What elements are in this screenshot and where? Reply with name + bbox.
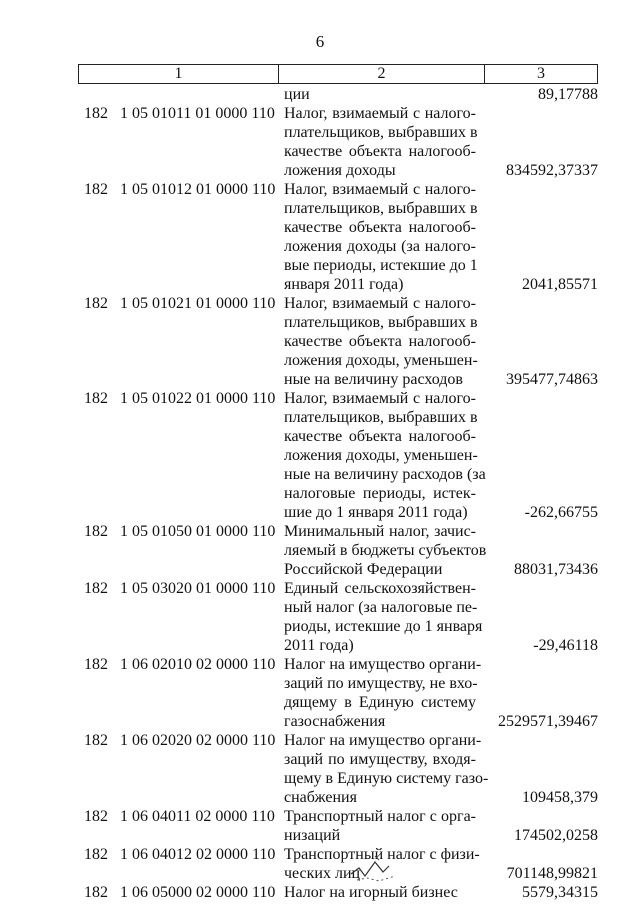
description-line: ные на величину расходов (284, 371, 463, 388)
table-row (0, 522, 640, 579)
admin-code: 182 (84, 732, 108, 749)
description-line: ческих лиц (284, 865, 361, 882)
admin-code: 182 (84, 846, 108, 863)
description-line: Налог на имущество органи- (284, 656, 482, 673)
amount-value: 701148,99821 (506, 865, 598, 882)
description-line: Транспортный налог с физи- (284, 846, 480, 863)
admin-code: 182 (84, 181, 108, 198)
admin-code: 182 (84, 580, 108, 597)
admin-code: 182 (84, 105, 108, 122)
income-description (284, 104, 476, 180)
header-col-2: 2 (279, 65, 485, 83)
budget-classification-code: 1 06 04011 02 0000 110 (120, 808, 275, 825)
income-description (284, 655, 482, 731)
budget-classification-code: 1 05 03020 01 0000 110 (120, 580, 276, 597)
table-body (0, 85, 640, 902)
description-line: плательщиков, выбравших в (284, 409, 478, 426)
header-col-3: 3 (537, 65, 545, 82)
description-line: качестве объекта налогооб- (284, 428, 476, 445)
description-line: шие до 1 января 2011 года) (284, 504, 468, 521)
admin-code: 182 (84, 523, 108, 540)
table-row (0, 85, 640, 104)
description-line: Налог на имущество органи- (284, 732, 482, 749)
description-line: Единый сельскохозяйствен- (284, 580, 476, 597)
description-line: января 2011 года) (284, 276, 404, 293)
description-line: заций по имуществу, входя- (284, 751, 476, 768)
amount-value: 834592,37337 (506, 162, 598, 179)
description-line: Налог, взимаемый с налого- (284, 390, 476, 407)
description-line: ложения доходы, уменьшен- (284, 447, 478, 464)
amount-value: 2041,85571 (522, 276, 598, 293)
amount-value: -262,66755 (524, 504, 598, 521)
amount-value: 174502,0258 (514, 827, 598, 844)
income-description (284, 294, 476, 389)
budget-classification-code: 1 06 04012 02 0000 110 (120, 846, 276, 863)
description-line: ции (284, 86, 310, 103)
budget-classification-code: 1 05 01050 01 0000 110 (120, 523, 276, 540)
table-row (0, 883, 640, 902)
table-row (0, 807, 640, 845)
description-line: дящему в Единую систему (284, 694, 476, 711)
signature-mark (345, 848, 405, 888)
page-number: 6 (315, 32, 325, 51)
income-description (284, 731, 489, 807)
table-row (0, 389, 640, 522)
description-line: Налог, взимаемый с налого- (284, 295, 476, 312)
amount-value: 2529571,39467 (498, 713, 598, 730)
table-row (0, 104, 640, 180)
description-line: налоговые периоды, истек- (284, 485, 476, 502)
description-line: ный налог (за налоговые пе- (284, 599, 478, 616)
budget-classification-code: 1 06 02010 02 0000 110 (120, 656, 276, 673)
description-line: 2011 года) (284, 637, 354, 654)
amount-value: -29,46118 (533, 637, 598, 654)
description-line: Налог на игорный бизнес (284, 884, 458, 901)
budget-classification-code: 1 05 01012 01 0000 110 (120, 181, 276, 198)
amount-value: 395477,74863 (506, 371, 598, 388)
budget-classification-code: 1 05 01011 01 0000 110 (120, 105, 275, 122)
description-line: Российской Федерации (284, 561, 443, 578)
description-line: Транспортный налог с орга- (284, 808, 476, 825)
table-row (0, 180, 640, 294)
amount-value: 88031,73436 (514, 561, 598, 578)
table-header-row (78, 64, 598, 84)
header-col-1: 1 (79, 65, 279, 83)
budget-classification-code: 1 06 02020 02 0000 110 (120, 732, 276, 749)
admin-code: 182 (84, 390, 108, 407)
table-row (0, 731, 640, 807)
description-line: плательщиков, выбравших в (284, 200, 478, 217)
description-line: щему в Единую систему газо- (284, 770, 489, 787)
description-line: Налог, взимаемый с налого- (284, 181, 476, 198)
budget-classification-code: 1 05 01021 01 0000 110 (120, 295, 276, 312)
income-description (284, 807, 476, 845)
description-line: Налог, взимаемый с налого- (284, 105, 476, 122)
description-line: снабжения (284, 789, 357, 806)
table-row (0, 655, 640, 731)
description-line: ложения доходы, уменьшен- (284, 352, 478, 369)
description-line: вые периоды, истекшие до 1 (284, 257, 478, 274)
table-row (0, 294, 640, 389)
description-line: плательщиков, выбравших в (284, 124, 478, 141)
budget-classification-code: 1 05 01022 01 0000 110 (120, 390, 276, 407)
description-line: ложения доходы (284, 162, 396, 179)
admin-code: 182 (84, 808, 108, 825)
income-description (284, 85, 476, 104)
description-line: заций по имуществу, не вхо- (284, 675, 478, 692)
description-line: качестве объекта налогооб- (284, 143, 476, 160)
description-line: низаций (284, 827, 341, 844)
admin-code: 182 (84, 884, 108, 901)
description-line: газоснабжения (284, 713, 386, 730)
amount-value: 5579,34315 (522, 884, 598, 901)
description-line: ложения доходы (за налого- (284, 238, 476, 255)
description-line: качестве объекта налогооб- (284, 219, 476, 236)
description-line: качестве объекта налогооб- (284, 333, 476, 350)
table-row (0, 845, 640, 883)
income-description (284, 180, 476, 294)
description-line: ляемый в бюджеты субъектов (284, 542, 487, 559)
income-description (284, 522, 487, 579)
amount-value: 89,17788 (538, 86, 598, 103)
income-description (284, 579, 483, 655)
description-line: Минимальный налог, зачис- (284, 523, 476, 540)
budget-classification-code: 1 06 05000 02 0000 110 (120, 884, 276, 901)
income-description (284, 389, 486, 522)
admin-code: 182 (84, 295, 108, 312)
amount-value: 109458,379 (522, 789, 598, 806)
description-line: риоды, истекшие до 1 января (284, 618, 483, 635)
description-line: ные на величину расходов (за (284, 466, 486, 483)
admin-code: 182 (84, 656, 108, 673)
table-row (0, 579, 640, 655)
description-line: плательщиков, выбравших в (284, 314, 478, 331)
